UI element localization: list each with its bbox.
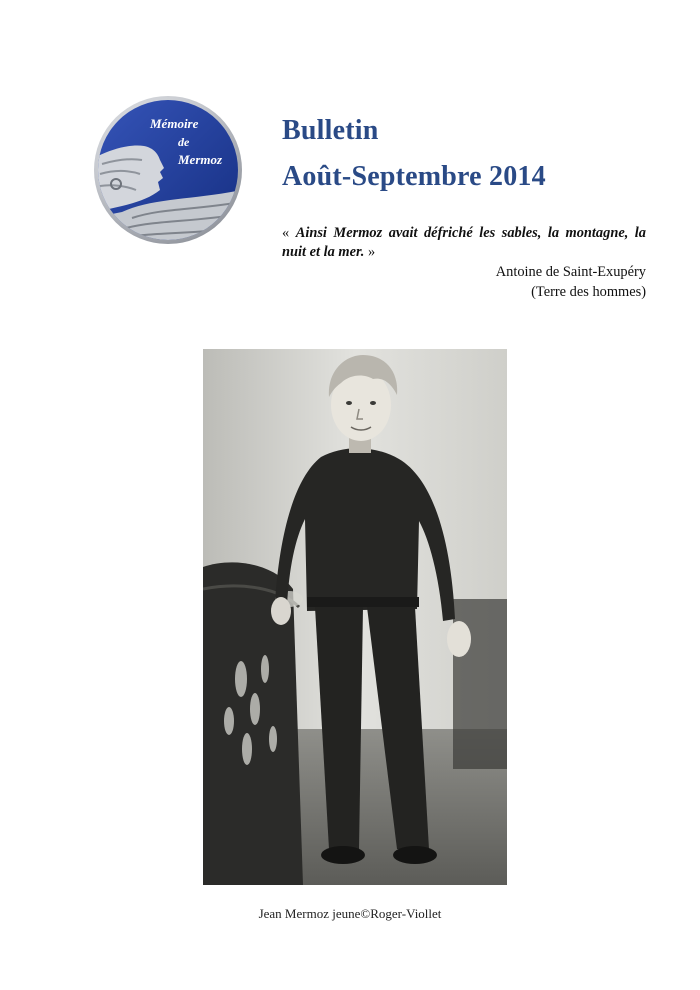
logo-text-memoire: Mémoire xyxy=(150,116,199,131)
quote-open-mark: « xyxy=(282,225,296,241)
bulletin-title xyxy=(282,108,662,200)
quote-attribution xyxy=(282,262,646,302)
quote-source: (Terre des hommes) xyxy=(531,284,646,300)
epigraph-quote xyxy=(282,224,646,262)
title-date: Août-Septembre 2014 xyxy=(282,161,546,192)
logo-text-de: de xyxy=(178,135,190,149)
logo-text-mermoz: Mermoz xyxy=(178,152,223,167)
quote-author: Antoine de Saint-Exupéry xyxy=(495,264,646,280)
memoire-de-mermoz-logo xyxy=(92,94,244,246)
title-bulletin: Bulletin xyxy=(282,115,379,146)
boy-portrait-image xyxy=(203,349,507,885)
quote-text: Ainsi Mermoz avait défriché les sables, la montagne, la nuit et la mer. xyxy=(282,225,647,260)
quote-close-mark: » xyxy=(364,244,376,260)
logo-medallion xyxy=(92,94,244,246)
portrait-photo xyxy=(203,349,507,885)
photo-caption: Jean Mermoz jeune©Roger-Viollet xyxy=(258,906,442,921)
